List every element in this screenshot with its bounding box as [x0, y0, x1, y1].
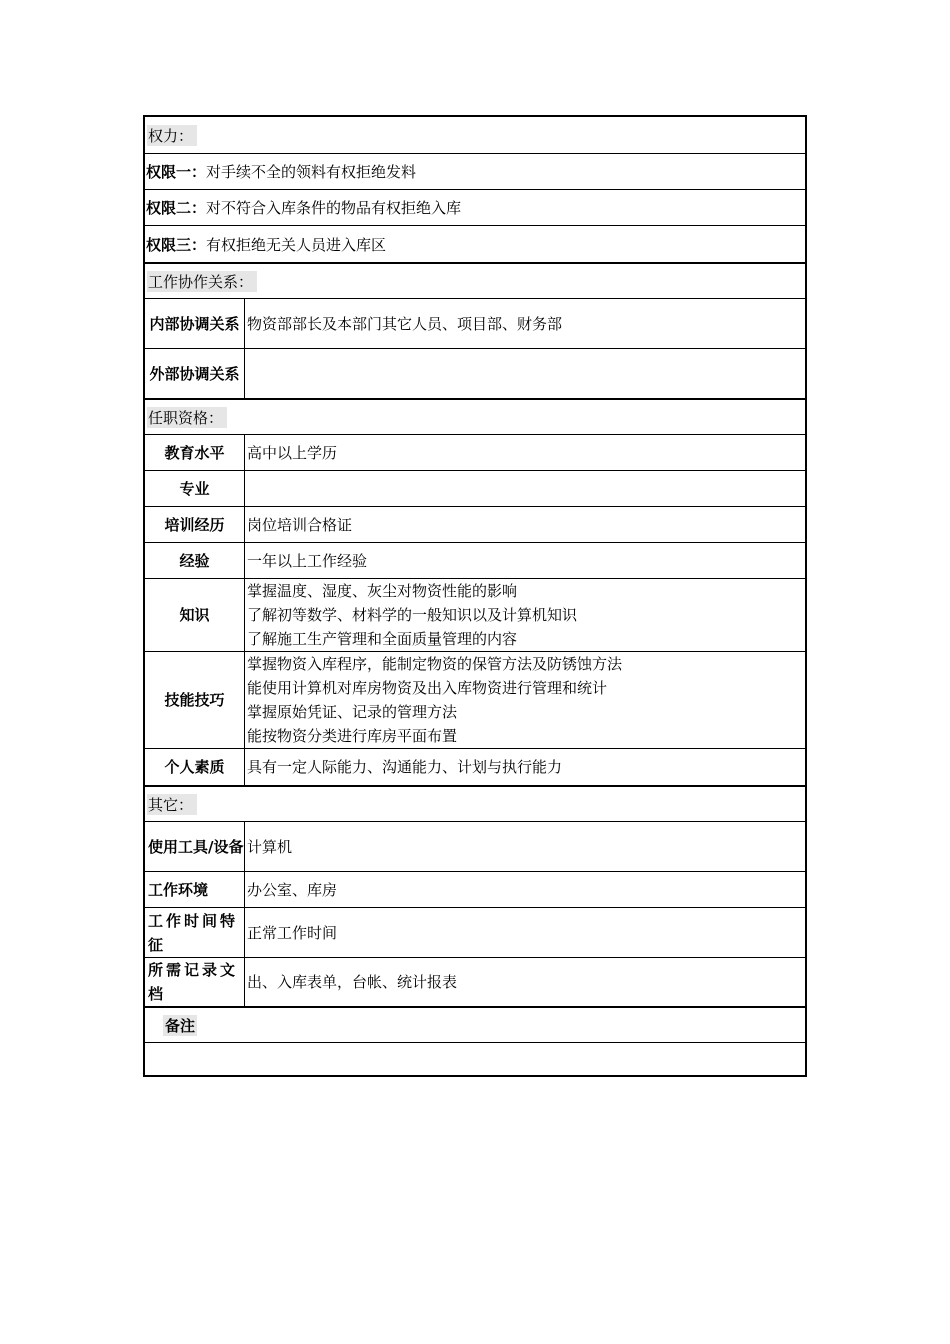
- collaboration-section-header: [145, 262, 805, 298]
- personal-quality-label: 个人素质: [145, 749, 245, 785]
- major-value: [246, 471, 805, 506]
- work-hours-value: 正常工作时间: [247, 923, 338, 942]
- education-value: 高中以上学历: [247, 443, 338, 462]
- remarks-header-row: [145, 1006, 805, 1042]
- skills-line-4: 能按物资分类进行库房平面布置: [247, 727, 458, 745]
- authority-label-2: 权限二：: [146, 199, 207, 217]
- education-label: 教育水平: [145, 435, 245, 470]
- authority-row-3: [145, 225, 805, 262]
- major-label: 专业: [145, 471, 245, 506]
- internal-coordination-label: 内部协调关系: [145, 299, 245, 348]
- major-row: [145, 470, 805, 506]
- authority-row-1: [145, 153, 805, 189]
- experience-row: [145, 542, 805, 578]
- records-row: [145, 957, 805, 1006]
- authority-text-3: 有权拒绝无关人员进入库区: [206, 235, 387, 254]
- skills-line-3: 掌握原始凭证、记录的管理方法: [247, 703, 458, 721]
- tools-label: 使用工具/设备: [145, 822, 245, 871]
- authority-text-2: 对不符合入库条件的物品有权拒绝入库: [206, 199, 462, 217]
- skills-label: 技能技巧: [145, 652, 245, 748]
- environment-label: 工作环境: [145, 872, 245, 907]
- knowledge-line-3: 了解施工生产管理和全面质量管理的内容: [247, 630, 518, 648]
- skills-line-1: 掌握物资入库程序，能制定物资的保管方法及防锈蚀方法: [247, 655, 623, 673]
- knowledge-value: [246, 579, 805, 651]
- qualifications-title: 任职资格：: [147, 407, 227, 428]
- authority-row-2: [145, 189, 805, 225]
- training-row: [145, 506, 805, 542]
- knowledge-label: 知识: [145, 579, 245, 651]
- personal-quality-value: 具有一定人际能力、沟通能力、计划与执行能力: [247, 758, 563, 776]
- skills-value: [246, 652, 805, 748]
- experience-value: 一年以上工作经验: [247, 551, 368, 570]
- external-coordination-value: [246, 349, 805, 398]
- environment-row: [145, 871, 805, 907]
- education-row: [145, 434, 805, 470]
- environment-value: 办公室、库房: [247, 880, 338, 899]
- collaboration-title: 工作协作关系：: [147, 271, 257, 292]
- qualifications-section-header: [145, 398, 805, 434]
- external-coordination-row: [145, 348, 805, 398]
- authority-text-1: 对手续不全的领料有权拒绝发料: [206, 163, 417, 181]
- authority-label-3: 权限三：: [146, 235, 207, 254]
- internal-coordination-value: 物资部部长及本部门其它人员、项目部、财务部: [247, 314, 563, 333]
- external-coordination-label: 外部协调关系: [145, 349, 245, 398]
- tools-row: [145, 821, 805, 871]
- job-description-table: [143, 115, 807, 1077]
- work-hours-row: [145, 907, 805, 957]
- tools-value: 计算机: [247, 837, 293, 856]
- records-value: 出、入库表单，台帐、统计报表: [247, 973, 458, 991]
- records-label: 所需记录文档: [145, 958, 245, 1006]
- training-label: 培训经历: [145, 507, 245, 542]
- skills-row: [145, 651, 805, 748]
- knowledge-line-2: 了解初等数学、材料学的一般知识以及计算机知识: [247, 606, 578, 624]
- personal-quality-row: [145, 748, 805, 785]
- knowledge-line-1: 掌握温度、湿度、灰尘对物资性能的影响: [247, 582, 518, 600]
- authority-section-header: [145, 117, 805, 153]
- skills-line-2: 能使用计算机对库房物资及出入库物资进行管理和统计: [247, 679, 608, 697]
- other-title: 其它：: [147, 794, 197, 815]
- internal-coordination-row: [145, 298, 805, 348]
- remarks-title: 备注: [165, 1016, 196, 1035]
- experience-label: 经验: [145, 543, 245, 578]
- training-value: 岗位培训合格证: [247, 515, 353, 534]
- remarks-content-row: [145, 1042, 805, 1077]
- authority-title: 权力：: [147, 125, 197, 146]
- work-hours-label: 工作时间特征: [145, 908, 245, 957]
- knowledge-row: [145, 578, 805, 651]
- authority-label-1: 权限一：: [146, 163, 207, 181]
- other-section-header: [145, 785, 805, 821]
